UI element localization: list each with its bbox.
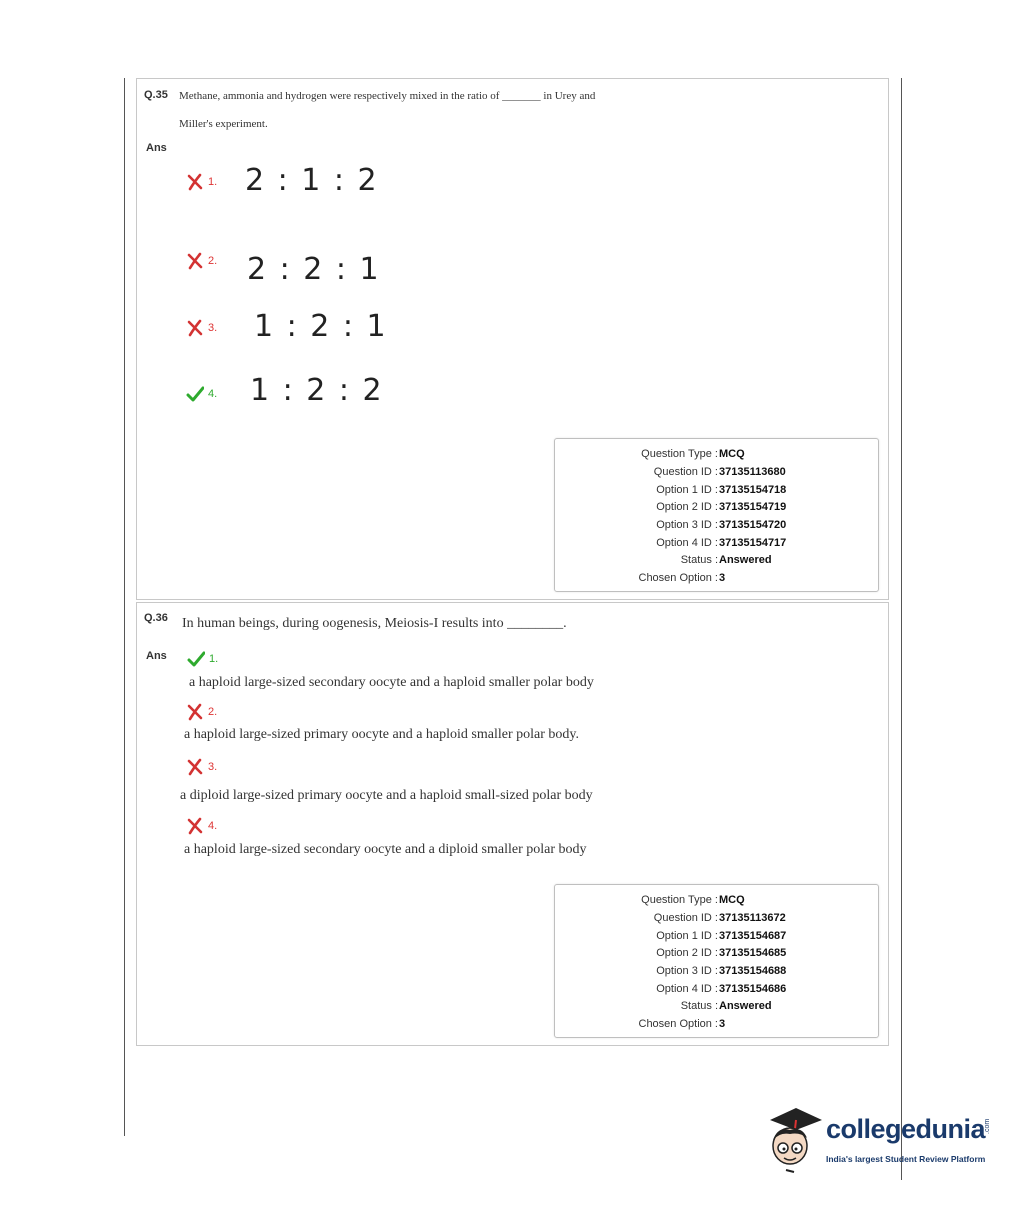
logo-tagline: India's largest Student Review Platform	[826, 1154, 986, 1164]
cross-icon	[186, 817, 204, 835]
checkmark-icon	[186, 385, 204, 403]
meta-value: 37135154687	[719, 930, 787, 942]
option-1[interactable]	[186, 173, 217, 191]
option-number: 1.	[208, 176, 218, 188]
answer-label: Ans	[146, 142, 167, 154]
meta-label: Option 4 ID :	[656, 537, 718, 549]
logo-suffix: .com	[984, 1118, 991, 1134]
option-3[interactable]	[186, 319, 217, 337]
meta-value: 37135154720	[719, 519, 787, 531]
meta-label: Question ID :	[653, 912, 718, 924]
option-number: 2.	[208, 706, 218, 718]
question-text-line1: Methane, ammonia and hydrogen were respectively mixed in the ratio of _______ in Urey and	[179, 90, 596, 102]
cross-icon	[186, 173, 204, 191]
option-4[interactable]	[186, 817, 217, 835]
question-meta-box	[554, 438, 879, 592]
option-number: 4.	[208, 820, 218, 832]
meta-label: Option 2 ID :	[656, 947, 718, 959]
logo-wordmark: collegedunia	[826, 1114, 986, 1144]
option-1-text: a haploid large-sized secondary oocyte and a haploid smaller polar body	[189, 675, 594, 690]
cross-icon	[186, 319, 204, 337]
meta-value: MCQ	[719, 448, 745, 460]
meta-value: 37135113672	[719, 912, 786, 924]
meta-label: Option 3 ID :	[656, 965, 718, 977]
meta-label: Option 1 ID :	[656, 484, 718, 496]
option-3[interactable]	[186, 758, 217, 776]
option-2-text: a haploid large-sized primary oocyte and a haploid smaller polar body.	[184, 727, 579, 742]
meta-label: Option 3 ID :	[656, 519, 718, 531]
right-margin-line	[901, 78, 902, 1180]
meta-value: 37135154685	[719, 947, 787, 959]
meta-label: Chosen Option :	[638, 1018, 718, 1030]
question-meta-box	[554, 884, 879, 1038]
mascot-icon	[764, 1104, 824, 1179]
checkmark-icon	[187, 650, 205, 668]
option-number: 3.	[208, 322, 218, 334]
meta-value: 3	[719, 572, 726, 584]
meta-label: Status :	[680, 1000, 718, 1012]
meta-label: Option 2 ID :	[656, 501, 718, 513]
meta-label: Question Type :	[641, 894, 718, 906]
option-3-value: 1 : 2 : 1	[254, 309, 388, 344]
meta-value: MCQ	[719, 894, 745, 906]
option-2-value: 2 : 2 : 1	[247, 252, 381, 287]
question-text-line2: Miller's experiment.	[179, 118, 268, 130]
meta-value: 37135113680	[719, 466, 786, 478]
meta-label: Option 4 ID :	[656, 983, 718, 995]
option-3-text: a diploid large-sized primary oocyte and a haploid small-sized polar body	[180, 788, 593, 803]
option-number: 3.	[208, 761, 218, 773]
meta-value: Answered	[719, 554, 772, 566]
cross-icon	[186, 703, 204, 721]
option-1[interactable]	[187, 650, 218, 668]
option-1-value: 2 : 1 : 2	[245, 163, 379, 198]
option-4[interactable]	[186, 385, 217, 403]
question-35-panel	[136, 78, 889, 600]
meta-value: 37135154686	[719, 983, 787, 995]
meta-value: 37135154718	[719, 484, 787, 496]
question-text: In human beings, during oogenesis, Meiosis-I results into ________.	[182, 616, 567, 631]
left-margin-line	[124, 78, 125, 1136]
option-number: 1.	[209, 653, 219, 665]
meta-value: 3	[719, 1018, 726, 1030]
collegedunia-logo[interactable]	[764, 1104, 1004, 1174]
option-4-value: 1 : 2 : 2	[250, 373, 384, 408]
meta-value: Answered	[719, 1000, 772, 1012]
meta-value: 37135154688	[719, 965, 787, 977]
meta-label: Chosen Option :	[638, 572, 718, 584]
option-number: 2.	[208, 255, 218, 267]
option-4-text: a haploid large-sized secondary oocyte and a diploid smaller polar body	[184, 842, 587, 857]
cross-icon	[186, 758, 204, 776]
answer-label: Ans	[146, 650, 167, 662]
option-2[interactable]	[186, 252, 217, 270]
question-number: Q.35	[144, 89, 168, 101]
meta-label: Question ID :	[653, 466, 718, 478]
question-36-panel	[136, 602, 889, 1046]
meta-label: Option 1 ID :	[656, 930, 718, 942]
option-number: 4.	[208, 388, 218, 400]
meta-label: Question Type :	[641, 448, 718, 460]
meta-value: 37135154719	[719, 501, 787, 513]
meta-label: Status :	[680, 554, 718, 566]
question-number: Q.36	[144, 612, 168, 624]
option-2[interactable]	[186, 703, 217, 721]
cross-icon	[186, 252, 204, 270]
meta-value: 37135154717	[719, 537, 787, 549]
